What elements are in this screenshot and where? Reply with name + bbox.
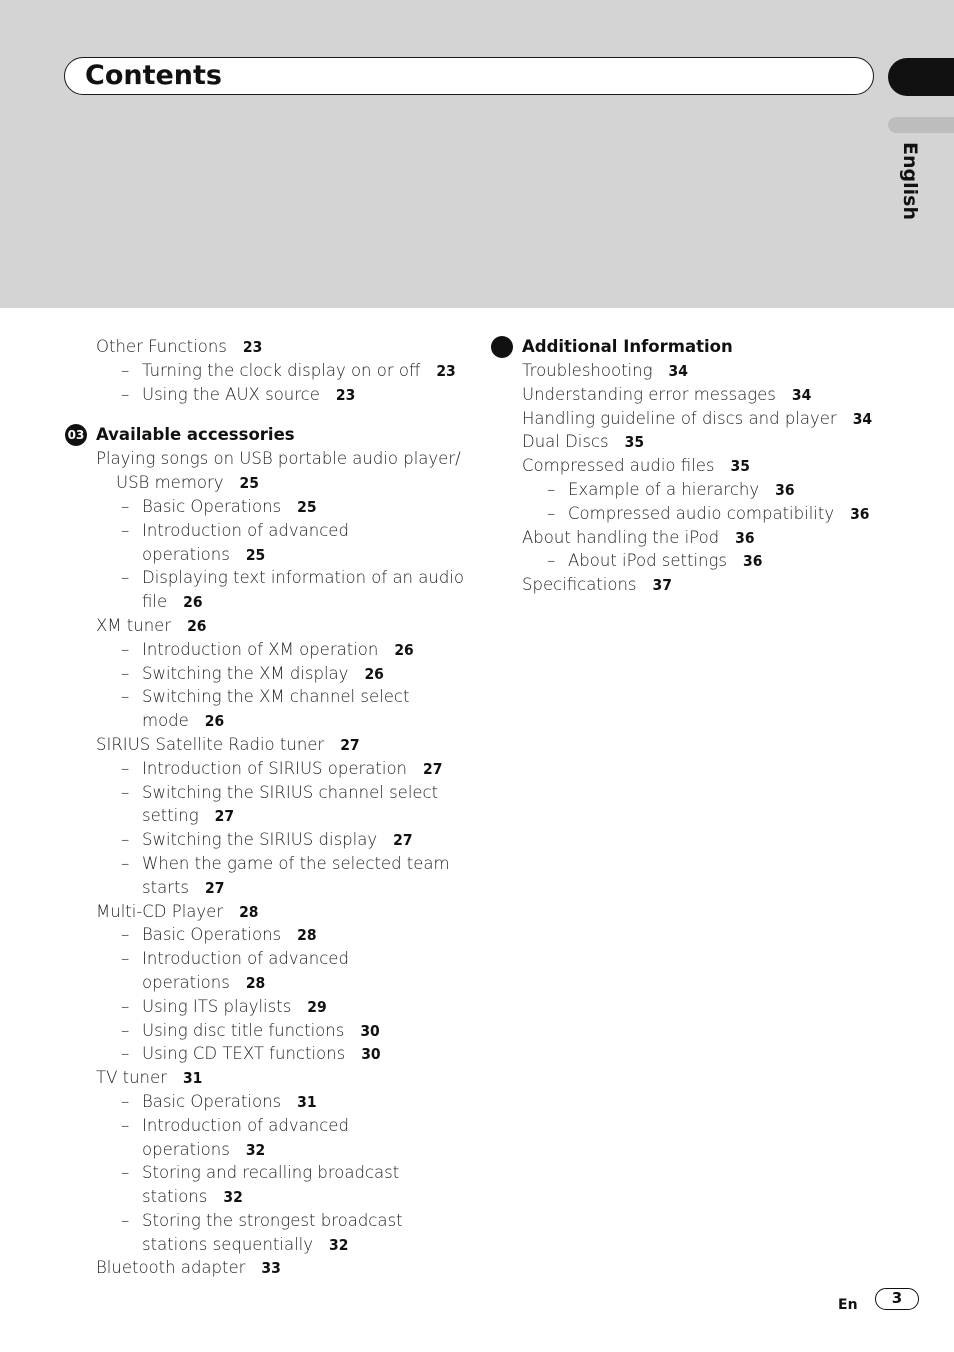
toc-bullet-dash: – — [121, 1091, 130, 1111]
toc-entry[interactable] — [62, 1209, 462, 1233]
toc-entry[interactable] — [62, 543, 462, 567]
toc-entry[interactable] — [488, 526, 908, 550]
toc-page-number: 23 — [335, 385, 356, 404]
toc-entry-text: file — [142, 592, 168, 612]
toc-entry-text: USB memory — [116, 473, 224, 493]
toc-entry[interactable] — [62, 1114, 462, 1138]
toc-entry-text: About iPod settings — [568, 551, 728, 571]
toc-page-number: 35 — [624, 433, 645, 452]
toc-entry-text: Using ITS playlists — [142, 996, 292, 1016]
toc-page-number: 30 — [361, 1045, 381, 1064]
toc-entry-text: Displaying text information of an audio — [142, 568, 464, 588]
toc-page-number: 25 — [239, 474, 259, 493]
toc-entry[interactable] — [62, 685, 462, 709]
footer-language-code: En — [838, 1297, 858, 1313]
toc-page-number: 32 — [329, 1235, 349, 1254]
toc-right-column — [488, 335, 908, 597]
toc-entry[interactable] — [62, 1138, 462, 1162]
toc-entry-text: Introduction of advanced — [142, 520, 349, 540]
toc-section-title: Available accessories — [96, 425, 295, 445]
toc-entry-text: Example of a hierarchy — [568, 479, 760, 499]
toc-entry-text: XM tuner — [96, 615, 172, 635]
title-bar — [64, 57, 874, 95]
toc-entry-text: Specifications — [522, 575, 637, 595]
toc-entry[interactable] — [62, 923, 462, 947]
toc-entry-text: Compressed audio files — [522, 456, 715, 476]
toc-entry-text: Using CD TEXT functions — [142, 1044, 346, 1064]
toc-bullet-dash: – — [121, 568, 130, 588]
toc-page-number: 34 — [668, 362, 688, 380]
toc-bullet-dash: – — [121, 949, 130, 969]
toc-entry[interactable] — [62, 1233, 462, 1257]
toc-bullet-dash: – — [121, 996, 130, 1016]
toc-bullet-dash: – — [121, 1163, 130, 1183]
toc-page-number: 31 — [297, 1092, 317, 1111]
toc-page-number: 23 — [436, 361, 456, 380]
toc-page-number: 36 — [775, 480, 795, 499]
toc-bullet-dash: – — [547, 551, 556, 571]
toc-bullet-dash: – — [121, 758, 130, 778]
toc-entry-text: Introduction of advanced — [142, 1115, 349, 1135]
toc-entry[interactable] — [62, 614, 462, 638]
toc-bullet-dash: – — [121, 360, 130, 380]
page-title: Contents — [85, 60, 223, 91]
toc-entry-text: Basic Operations — [142, 1091, 282, 1111]
toc-bullet-dash: – — [121, 663, 130, 683]
toc-entry-text: Storing the strongest broadcast — [142, 1210, 403, 1230]
toc-entry-text: Multi-CD Player — [96, 901, 224, 921]
toc-entry-text: stations — [142, 1187, 208, 1207]
toc-entry[interactable] — [488, 549, 908, 573]
toc-entry-text: About handling the iPod — [522, 527, 720, 547]
toc-entry-text: Switching the XM display — [142, 663, 349, 683]
toc-entry-text: Troubleshooting — [522, 361, 653, 380]
toc-page-number: 28 — [239, 902, 259, 921]
toc-entry-text: Turning the clock display on or off — [142, 360, 421, 380]
toc-entry[interactable] — [488, 359, 908, 383]
toc-entry-text: When the game of the selected team — [142, 853, 450, 873]
toc-page-number: 30 — [360, 1021, 380, 1040]
toc-entry-text: stations sequentially — [142, 1234, 314, 1254]
toc-bullet-dash: – — [121, 1020, 130, 1040]
footer-page-number: 3 — [875, 1288, 919, 1310]
toc-entry[interactable] — [62, 471, 462, 495]
toc-entry[interactable] — [488, 407, 908, 431]
toc-entry[interactable] — [62, 995, 462, 1019]
section-number-badge — [491, 336, 513, 358]
toc-bullet-dash: – — [121, 639, 130, 659]
toc-bullet-dash: – — [121, 496, 130, 516]
toc-entry[interactable] — [62, 876, 462, 900]
toc-entry-text: operations — [142, 544, 230, 564]
toc-bullet-dash: – — [121, 384, 130, 404]
toc-entry-text: Bluetooth adapter — [96, 1258, 246, 1278]
toc-bullet-dash: – — [547, 503, 556, 523]
toc-bullet-dash: – — [547, 479, 556, 499]
toc-entry-text: Storing and recalling broadcast — [142, 1163, 400, 1183]
toc-page-number: 26 — [204, 712, 225, 731]
toc-entry-text: operations — [142, 972, 230, 992]
toc-entry[interactable] — [62, 947, 462, 971]
toc-entry[interactable] — [62, 383, 462, 407]
toc-entry[interactable] — [62, 852, 462, 876]
toc-entry[interactable] — [62, 733, 462, 757]
toc-entry[interactable] — [62, 900, 462, 924]
toc-page-number: 27 — [393, 831, 413, 850]
toc-entry[interactable] — [62, 1185, 462, 1209]
toc-bullet-dash: – — [121, 1115, 130, 1135]
toc-entry[interactable] — [62, 1042, 462, 1066]
toc-entry[interactable] — [62, 804, 462, 828]
toc-entry-text: Basic Operations — [142, 496, 282, 516]
section-tab-marker — [888, 58, 954, 96]
toc-entry-text: Understanding error messages — [522, 384, 776, 404]
toc-entry[interactable] — [62, 335, 462, 359]
toc-bullet-dash: – — [121, 1210, 130, 1230]
toc-entry[interactable] — [62, 662, 462, 686]
toc-entry-text: Dual Discs — [522, 432, 609, 452]
toc-entry-text: starts — [142, 877, 190, 897]
toc-page-number: 34 — [791, 385, 812, 404]
toc-entry-text: Basic Operations — [142, 925, 282, 945]
toc-entry-text: Introduction of XM operation — [142, 639, 379, 659]
toc-bullet-dash: – — [121, 925, 130, 945]
toc-entry[interactable] — [62, 359, 462, 383]
toc-page-number: 28 — [245, 973, 266, 992]
toc-entry[interactable] — [62, 495, 462, 519]
toc-page-number: 26 — [187, 616, 207, 635]
toc-bullet-dash: – — [121, 830, 130, 850]
toc-entry-text: Using the AUX source — [142, 384, 320, 404]
toc-entry[interactable] — [488, 502, 908, 526]
toc-page-number: 37 — [652, 576, 672, 595]
toc-entry-text: Switching the SIRIUS display — [142, 830, 378, 850]
header-band — [0, 0, 954, 308]
toc-entry[interactable] — [62, 828, 462, 852]
toc-bullet-dash: – — [121, 782, 130, 802]
toc-page-number: 28 — [297, 926, 317, 945]
toc-entry[interactable] — [62, 709, 462, 733]
toc-section-heading — [488, 335, 908, 359]
toc-section-heading — [62, 423, 462, 447]
toc-entry[interactable] — [62, 1066, 462, 1090]
toc-bullet-dash: – — [121, 687, 130, 707]
toc-page-number: 29 — [307, 997, 327, 1016]
toc-entry[interactable] — [62, 590, 462, 614]
toc-entry-text: Handling guideline of discs and player — [522, 408, 837, 428]
toc-bullet-dash: – — [121, 853, 130, 873]
toc-left-column — [62, 335, 462, 1280]
toc-entry[interactable] — [62, 971, 462, 995]
toc-page-number: 25 — [245, 545, 266, 564]
toc-page-number: 27 — [205, 878, 225, 897]
toc-entry[interactable] — [62, 638, 462, 662]
toc-entry[interactable] — [62, 757, 462, 781]
section-number-badge: 03 — [65, 424, 87, 446]
toc-entry[interactable] — [488, 383, 908, 407]
toc-entry[interactable] — [488, 478, 908, 502]
language-label: English — [899, 142, 921, 220]
toc-entry[interactable] — [488, 573, 908, 597]
toc-page-number: 23 — [242, 338, 263, 356]
toc-entry-text: operations — [142, 1139, 230, 1159]
toc-page-number: 27 — [214, 807, 235, 826]
toc-entry[interactable] — [488, 454, 908, 478]
toc-bullet-dash: – — [121, 1044, 130, 1064]
toc-entry[interactable] — [488, 430, 908, 454]
toc-page-number: 27 — [340, 735, 360, 754]
toc-page-number: 27 — [423, 759, 443, 778]
toc-page-number: 34 — [852, 409, 873, 428]
toc-entry[interactable] — [62, 566, 462, 590]
toc-page-number: 36 — [743, 552, 763, 571]
toc-entry[interactable] — [62, 447, 462, 471]
toc-page-number: 32 — [223, 1188, 243, 1207]
toc-entry[interactable] — [62, 1161, 462, 1185]
toc-page-number: 36 — [735, 528, 755, 547]
toc-section-title: Additional Information — [522, 337, 733, 356]
toc-entry-text: Switching the SIRIUS channel select — [142, 782, 439, 802]
toc-entry[interactable] — [62, 1019, 462, 1043]
toc-bullet-dash: – — [121, 520, 130, 540]
toc-entry-text: Introduction of SIRIUS operation — [142, 758, 407, 778]
toc-entry-text: Other Functions — [96, 337, 227, 356]
toc-entry[interactable] — [62, 781, 462, 805]
toc-entry-text: Compressed audio compatibility — [568, 503, 835, 523]
toc-entry-text: Using disc title functions — [142, 1020, 345, 1040]
toc-page-number: 35 — [730, 457, 750, 476]
toc-entry[interactable] — [62, 1090, 462, 1114]
toc-page-number: 33 — [261, 1259, 281, 1278]
toc-entry-text: setting — [142, 806, 199, 826]
toc-entry-text: TV tuner — [96, 1068, 167, 1088]
toc-entry-text: Playing songs on USB portable audio player/ — [96, 449, 461, 469]
toc-page-number: 25 — [297, 497, 317, 516]
toc-entry-text: mode — [142, 711, 189, 731]
toc-page-number: 26 — [183, 593, 203, 612]
language-tab-marker — [888, 117, 954, 133]
toc-entry[interactable] — [62, 519, 462, 543]
toc-page-number: 32 — [245, 1140, 266, 1159]
toc-page-number: 26 — [364, 664, 384, 683]
toc-page-number: 36 — [850, 504, 870, 523]
toc-entry-text: SIRIUS Satellite Radio tuner — [96, 734, 325, 754]
toc-page-number: 26 — [394, 640, 414, 659]
toc-entry[interactable] — [62, 1256, 462, 1280]
toc-entry-text: Introduction of advanced — [142, 949, 349, 969]
toc-entry-text: Switching the XM channel select — [142, 687, 410, 707]
toc-spacer — [62, 406, 462, 423]
toc-page-number: 31 — [182, 1069, 203, 1088]
